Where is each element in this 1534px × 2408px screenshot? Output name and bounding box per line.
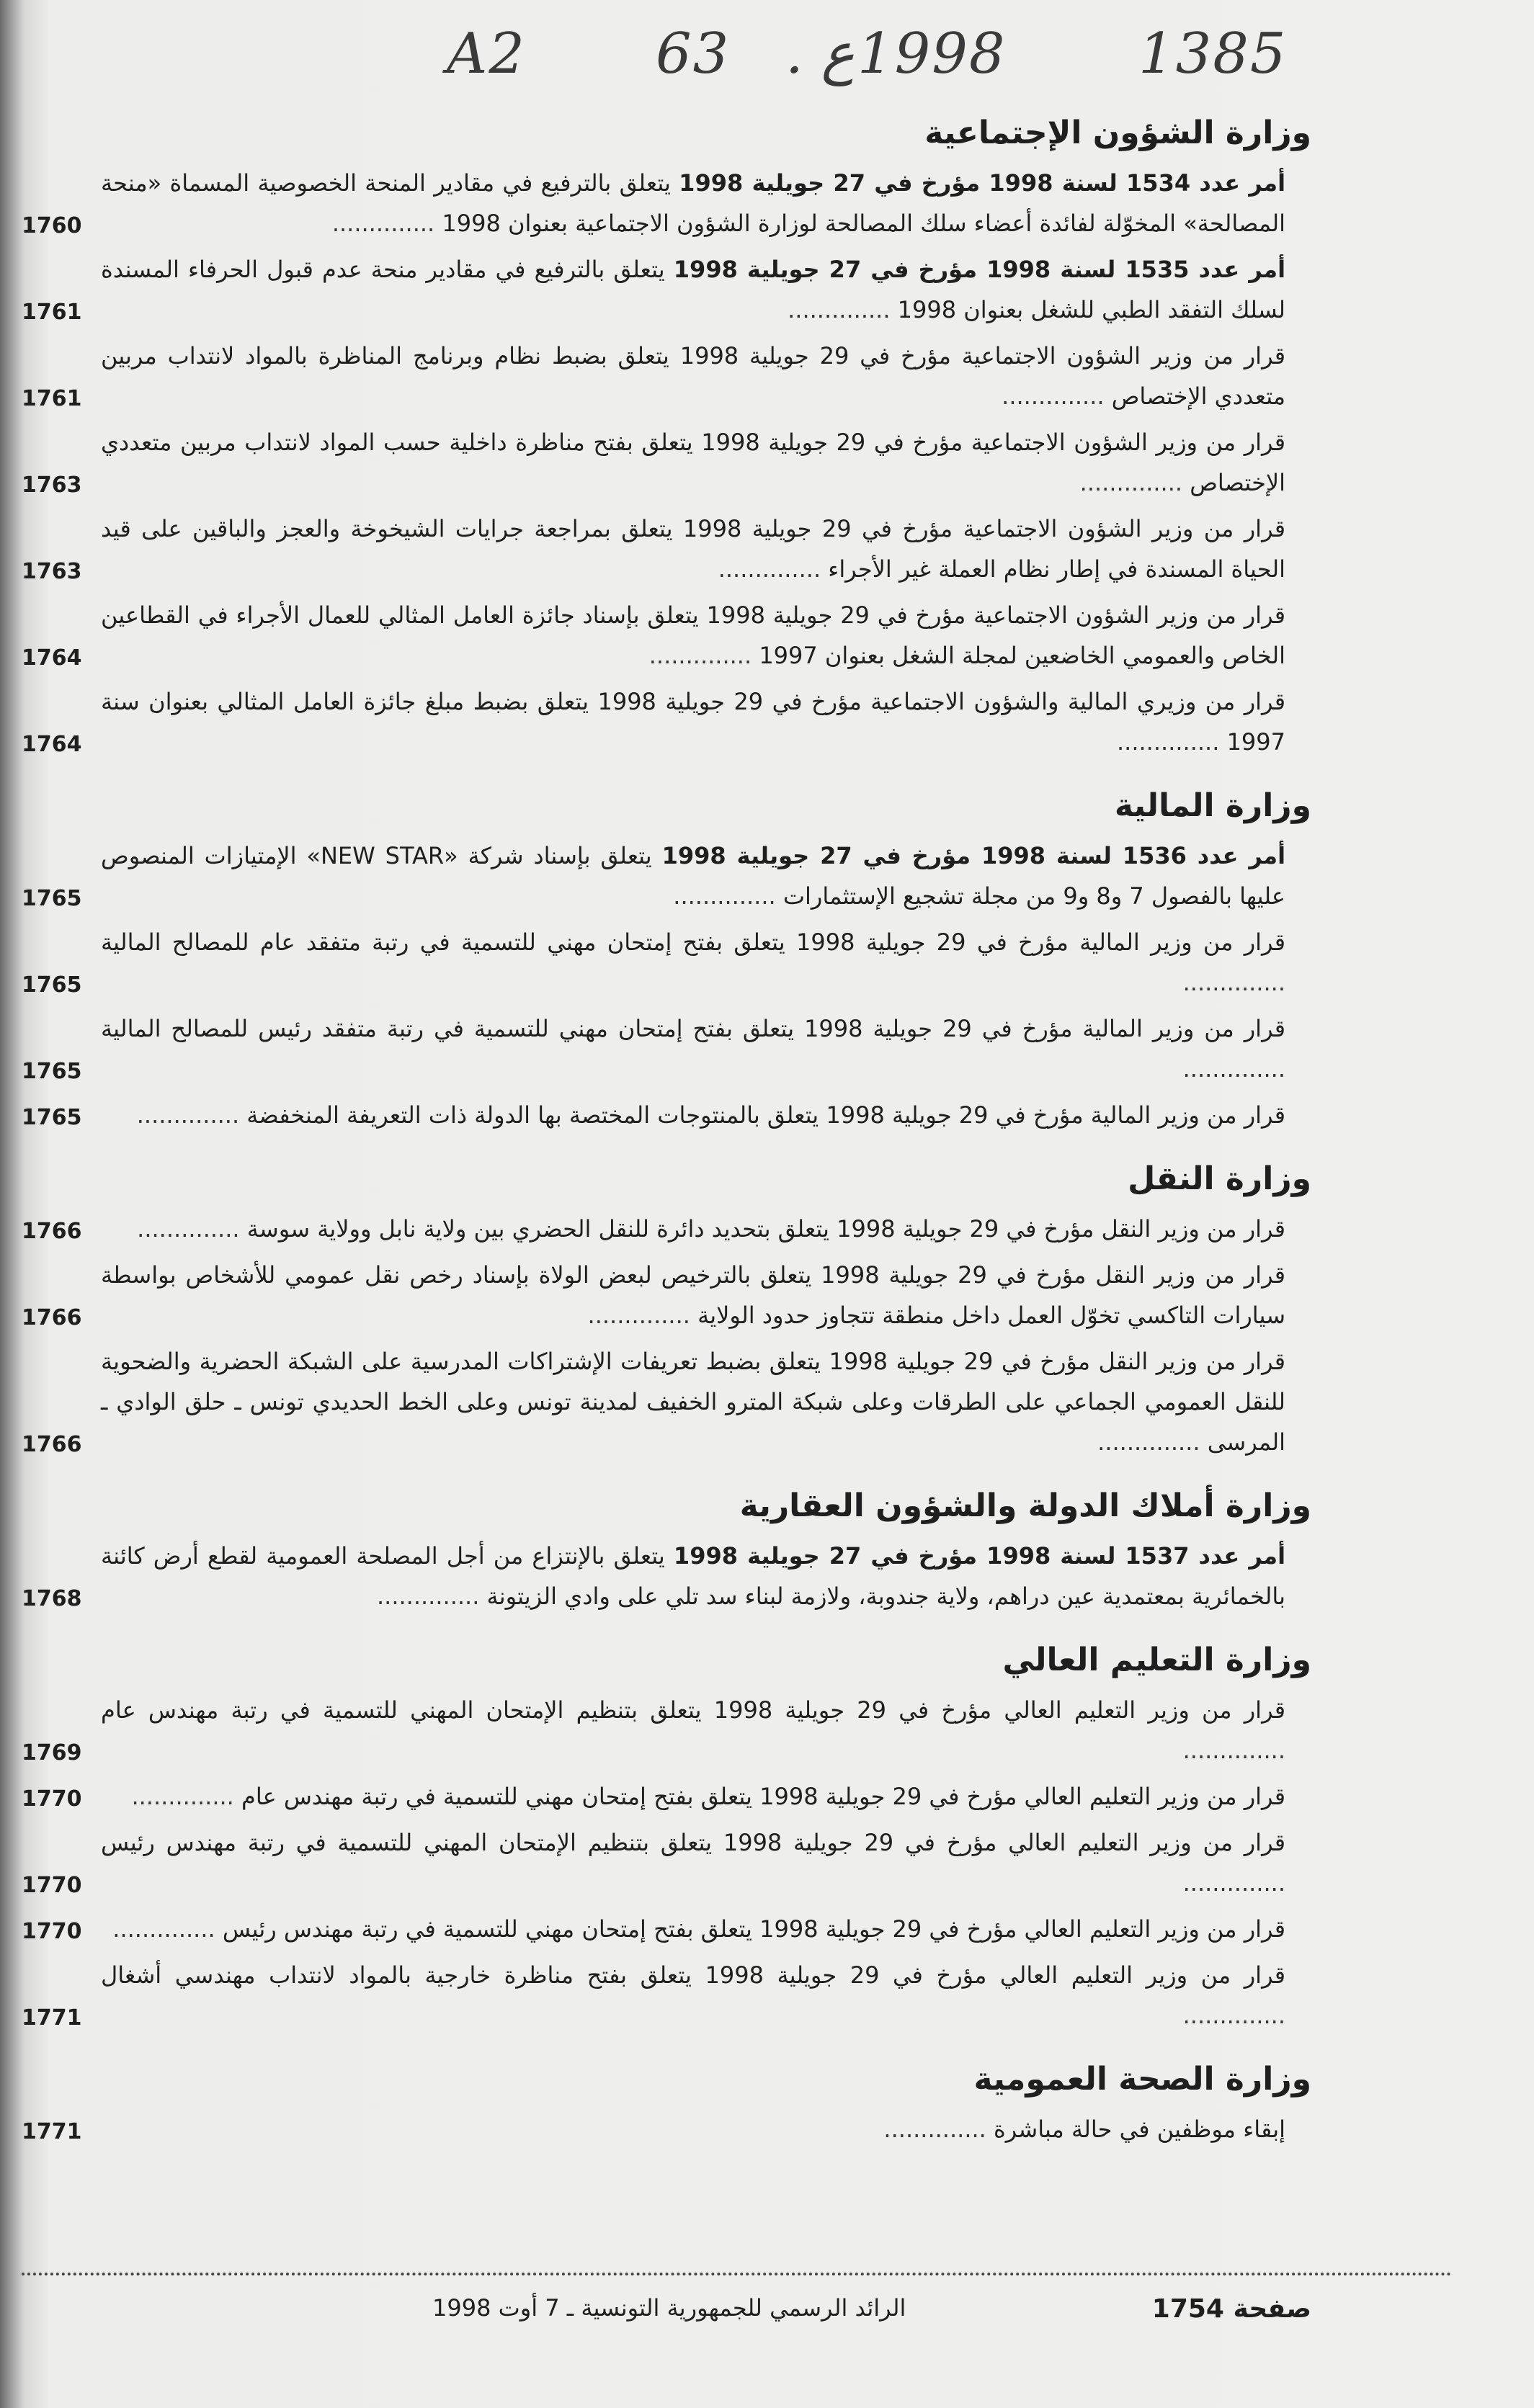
entry-page-number: 1770 bbox=[22, 1786, 82, 1812]
toc-entry bbox=[22, 1095, 1311, 1135]
ministry-heading: وزارة الشؤون الإجتماعية bbox=[924, 115, 1311, 151]
toc-entry bbox=[22, 249, 1311, 330]
ministry-section bbox=[22, 1481, 1311, 1616]
footer-divider bbox=[22, 2273, 1452, 2275]
dot-leaders: .............. bbox=[136, 1101, 247, 1129]
dot-leaders: .............. bbox=[883, 2116, 994, 2143]
entry-page-number: 1763 bbox=[22, 473, 82, 498]
decree-reference: أمر عدد 1535 لسنة 1998 مؤرخ في 27 جويلية 1998 bbox=[673, 256, 1286, 283]
entry-page-number: 1765 bbox=[22, 972, 82, 998]
handwritten-issue: 1385 bbox=[1138, 22, 1288, 86]
entry-page-number: 1768 bbox=[22, 1586, 82, 1611]
entry-page-number: 1765 bbox=[22, 886, 82, 911]
toc-entry bbox=[22, 336, 1311, 416]
entry-page-number: 1761 bbox=[22, 386, 82, 411]
ministry-heading: وزارة المالية bbox=[1114, 787, 1311, 824]
handwritten-code: A2 bbox=[447, 22, 526, 86]
page-number: صفحة 1754 bbox=[1151, 2294, 1311, 2324]
ministry-section bbox=[22, 108, 1311, 762]
dot-leaders: .............. bbox=[1182, 1055, 1285, 1083]
toc-entry bbox=[22, 2109, 1311, 2149]
entry-page-number: 1766 bbox=[22, 1432, 82, 1457]
entry-text: قرار من وزير المالية مؤرخ في 29 جويلية 1998 يتعلق بفتح إمتحان مهني للتسمية في رتبة متفقد عام للمصالح المالية bbox=[101, 928, 1286, 956]
dot-leaders: .............. bbox=[376, 1583, 487, 1610]
dot-leaders: .............. bbox=[112, 1915, 223, 1943]
entry-text: قرار من وزير المالية مؤرخ في 29 جويلية 1998 يتعلق بفتح إمتحان مهني للتسمية في رتبة متفقد رئيس للمصالح المالية bbox=[101, 1015, 1286, 1042]
entry-text: يتعلق بالترفيع في مقادير المنحة الخصوصية المسماة «منحة المصالحة» المخوّلة لفائدة أعضاء سلك المصالحة لوزارة الشؤون الاجتماعية بعنوان 1998 bbox=[101, 169, 1285, 237]
handwritten-letter: . ع bbox=[785, 22, 855, 86]
entry-page-number: 1761 bbox=[22, 300, 82, 325]
entry-page-number: 1770 bbox=[22, 1873, 82, 1898]
entry-text: قرار من وزير التعليم العالي مؤرخ في 29 جويلية 1998 يتعلق بتنظيم الإمتحان المهني للتسمية في رتبة مهندس رئيس bbox=[101, 1829, 1286, 1856]
dot-leaders: .............. bbox=[1182, 2002, 1285, 2029]
toc-entry bbox=[22, 1690, 1311, 1771]
dot-leaders: .............. bbox=[1097, 1428, 1208, 1456]
toc-entry bbox=[22, 1909, 1311, 1949]
entry-page-number: 1766 bbox=[22, 1219, 82, 1244]
toc-entry bbox=[22, 836, 1311, 916]
entry-page-number: 1765 bbox=[22, 1105, 82, 1130]
dot-leaders: .............. bbox=[1182, 1869, 1285, 1897]
dot-leaders: .............. bbox=[131, 1783, 242, 1810]
entry-text: قرار من وزير الشؤون الاجتماعية مؤرخ في 29 جويلية 1998 يتعلق بضبط نظام وبرنامج المناظرة بالمواد لانتداب مربين متعددي الإختصاص bbox=[101, 342, 1286, 410]
toc-entry bbox=[22, 595, 1311, 676]
entry-text: يتعلق بإسناد شركة «NEW STAR» الإمتيازات المنصوص عليها بالفصول 7 و8 و9 من مجلة تشجيع الإستثمارات bbox=[101, 842, 1285, 910]
entry-page-number: 1763 bbox=[22, 559, 82, 584]
entry-text: قرار من وزيري المالية والشؤون الاجتماعية مؤرخ في 29 جويلية 1998 يتعلق بضبط مبلغ جائزة العامل المثالي بعنوان سنة 1997 bbox=[101, 688, 1285, 756]
entry-page-number: 1771 bbox=[22, 2005, 82, 2031]
entry-page-number: 1764 bbox=[22, 732, 82, 757]
entry-page-number: 1764 bbox=[22, 645, 82, 671]
entry-text: إبقاء موظفين في حالة مباشرة bbox=[994, 2116, 1285, 2143]
entry-text: قرار من وزير النقل مؤرخ في 29 جويلية 1998 يتعلق بالترخيص لبعض الولاة بإسناد رخص نقل عمومي للأشخاص بواسطة سيارات التاكسي تخوّل العمل داخل منطقة تتجاوز حدود الولاية bbox=[101, 1261, 1286, 1329]
toc-entry bbox=[22, 1536, 1311, 1616]
entry-text: قرار من وزير التعليم العالي مؤرخ في 29 جويلية 1998 يتعلق بفتح إمتحان مهني للتسمية في رتبة مهندس رئيس bbox=[222, 1915, 1285, 1943]
ministry-heading: وزارة التعليم العالي bbox=[1002, 1642, 1311, 1678]
entry-text: قرار من وزير الشؤون الاجتماعية مؤرخ في 29 جويلية 1998 يتعلق بإسناد جائزة العامل المثالي للعمال الأجراء في القطاعين الخاص والعمومي الخاضعين لمجلة الشغل بعنوان 1997 bbox=[101, 601, 1286, 669]
entry-text: قرار من وزير الشؤون الاجتماعية مؤرخ في 29 جويلية 1998 يتعلق بفتح مناظرة داخلية حسب المواد لانتداب مربين متعددي الإختصاص bbox=[101, 429, 1286, 496]
entry-page-number: 1765 bbox=[22, 1059, 82, 1084]
ministry-heading: وزارة النقل bbox=[1128, 1160, 1311, 1197]
entry-text: قرار من وزير النقل مؤرخ في 29 جويلية 1998 يتعلق بضبط تعريفات الإشتراكات المدرسية على الشبكة الحضرية والضحوية للنقل العمومي الجماعي على الطرقات وعلى شبكة المترو الخفيف لمدينة تونس وعلى الخط الحديدي تونس ـ حلق الوادي ـ المرسى bbox=[101, 1348, 1286, 1456]
decree-reference: أمر عدد 1537 لسنة 1998 مؤرخ في 27 جويلية 1998 bbox=[673, 1542, 1286, 1570]
dot-leaders: .............. bbox=[1002, 382, 1112, 410]
entry-page-number: 1771 bbox=[22, 2119, 82, 2144]
decree-reference: أمر عدد 1534 لسنة 1998 مؤرخ في 27 جويلية 1998 bbox=[679, 169, 1286, 197]
toc-entry bbox=[22, 1341, 1311, 1462]
dot-leaders: .............. bbox=[1182, 969, 1285, 996]
toc-entry bbox=[22, 681, 1311, 762]
entry-page-number: 1766 bbox=[22, 1305, 82, 1330]
handwritten-reference bbox=[447, 14, 1311, 101]
ministry-section bbox=[22, 781, 1311, 1135]
entry-text: يتعلق بالترفيع في مقادير منحة عدم قبول الحرفاء المسندة لسلك التفقد الطبي للشغل بعنوان 1998 bbox=[101, 256, 1285, 323]
dot-leaders: .............. bbox=[331, 210, 442, 237]
entry-text: قرار من وزير المالية مؤرخ في 29 جويلية 1998 يتعلق بالمنتوجات المختصة بها الدولة ذات التعريفة المنخفضة bbox=[246, 1101, 1285, 1129]
dot-leaders: .............. bbox=[788, 296, 898, 323]
toc-entry bbox=[22, 1008, 1311, 1089]
toc-entry bbox=[22, 1255, 1311, 1335]
toc-entry bbox=[22, 1776, 1311, 1817]
dot-leaders: .............. bbox=[718, 555, 829, 583]
toc-entry bbox=[22, 1209, 1311, 1249]
entry-page-number: 1770 bbox=[22, 1919, 82, 1944]
decree-reference: أمر عدد 1536 لسنة 1998 مؤرخ في 27 جويلية 1998 bbox=[661, 842, 1286, 869]
table-of-contents bbox=[22, 108, 1311, 2168]
entry-page-number: 1769 bbox=[22, 1740, 82, 1765]
ministry-heading: وزارة أملاك الدولة والشؤون العقارية bbox=[739, 1487, 1311, 1524]
ministry-section bbox=[22, 1154, 1311, 1462]
dot-leaders: .............. bbox=[587, 1302, 698, 1329]
entry-text: قرار من وزير التعليم العالي مؤرخ في 29 جويلية 1998 يتعلق بتنظيم الإمتحان المهني للتسمية في رتبة مهندس عام bbox=[101, 1696, 1286, 1724]
entry-text: قرار من وزير النقل مؤرخ في 29 جويلية 1998 يتعلق بتحديد دائرة للنقل الحضري بين ولاية نابل وولاية سوسة bbox=[246, 1215, 1285, 1243]
toc-entry bbox=[22, 1955, 1311, 2036]
journal-title: الرائد الرسمي للجمهورية التونسية ـ 7 أوت 1998 bbox=[432, 2294, 906, 2322]
dot-leaders: .............. bbox=[673, 882, 783, 910]
entry-text: قرار من وزير التعليم العالي مؤرخ في 29 جويلية 1998 يتعلق بفتح مناظرة خارجية بالمواد لانتداب مهندسي أشغال bbox=[101, 1961, 1286, 1989]
toc-entry bbox=[22, 422, 1311, 503]
entry-text: يتعلق بالإنتزاع من أجل المصلحة العمومية لقطع أرض كائنة بالخمائرية بمعتمدية عين دراهم، ولاية جندوبة، ولازمة لبناء سد تلي على وادي الزيتونة bbox=[101, 1542, 1285, 1610]
toc-entry bbox=[22, 922, 1311, 1003]
entry-text: قرار من وزير الشؤون الاجتماعية مؤرخ في 29 جويلية 1998 يتعلق بمراجعة جرايات الشيخوخة والعجز والباقين على قيد الحياة المسندة في إطار نظام العملة غير الأجراء bbox=[101, 515, 1286, 583]
ministry-section bbox=[22, 1635, 1311, 2036]
toc-entry bbox=[22, 1822, 1311, 1903]
dot-leaders: .............. bbox=[137, 1215, 247, 1243]
dot-leaders: .............. bbox=[1079, 469, 1190, 496]
entry-text: قرار من وزير التعليم العالي مؤرخ في 29 جويلية 1998 يتعلق بفتح إمتحان مهني للتسمية في رتبة مهندس عام bbox=[241, 1783, 1285, 1810]
handwritten-number: 63 bbox=[656, 22, 731, 86]
toc-entry bbox=[22, 163, 1311, 243]
dot-leaders: .............. bbox=[1182, 1737, 1285, 1764]
ministry-heading: وزارة الصحة العمومية bbox=[973, 2061, 1311, 2098]
toc-entry bbox=[22, 509, 1311, 589]
entry-page-number: 1760 bbox=[22, 213, 82, 238]
ministry-section bbox=[22, 2054, 1311, 2149]
page-footer bbox=[22, 2294, 1311, 2337]
dot-leaders: .............. bbox=[1116, 728, 1227, 756]
dot-leaders: .............. bbox=[648, 642, 759, 669]
handwritten-year: 1998 bbox=[857, 22, 1007, 86]
